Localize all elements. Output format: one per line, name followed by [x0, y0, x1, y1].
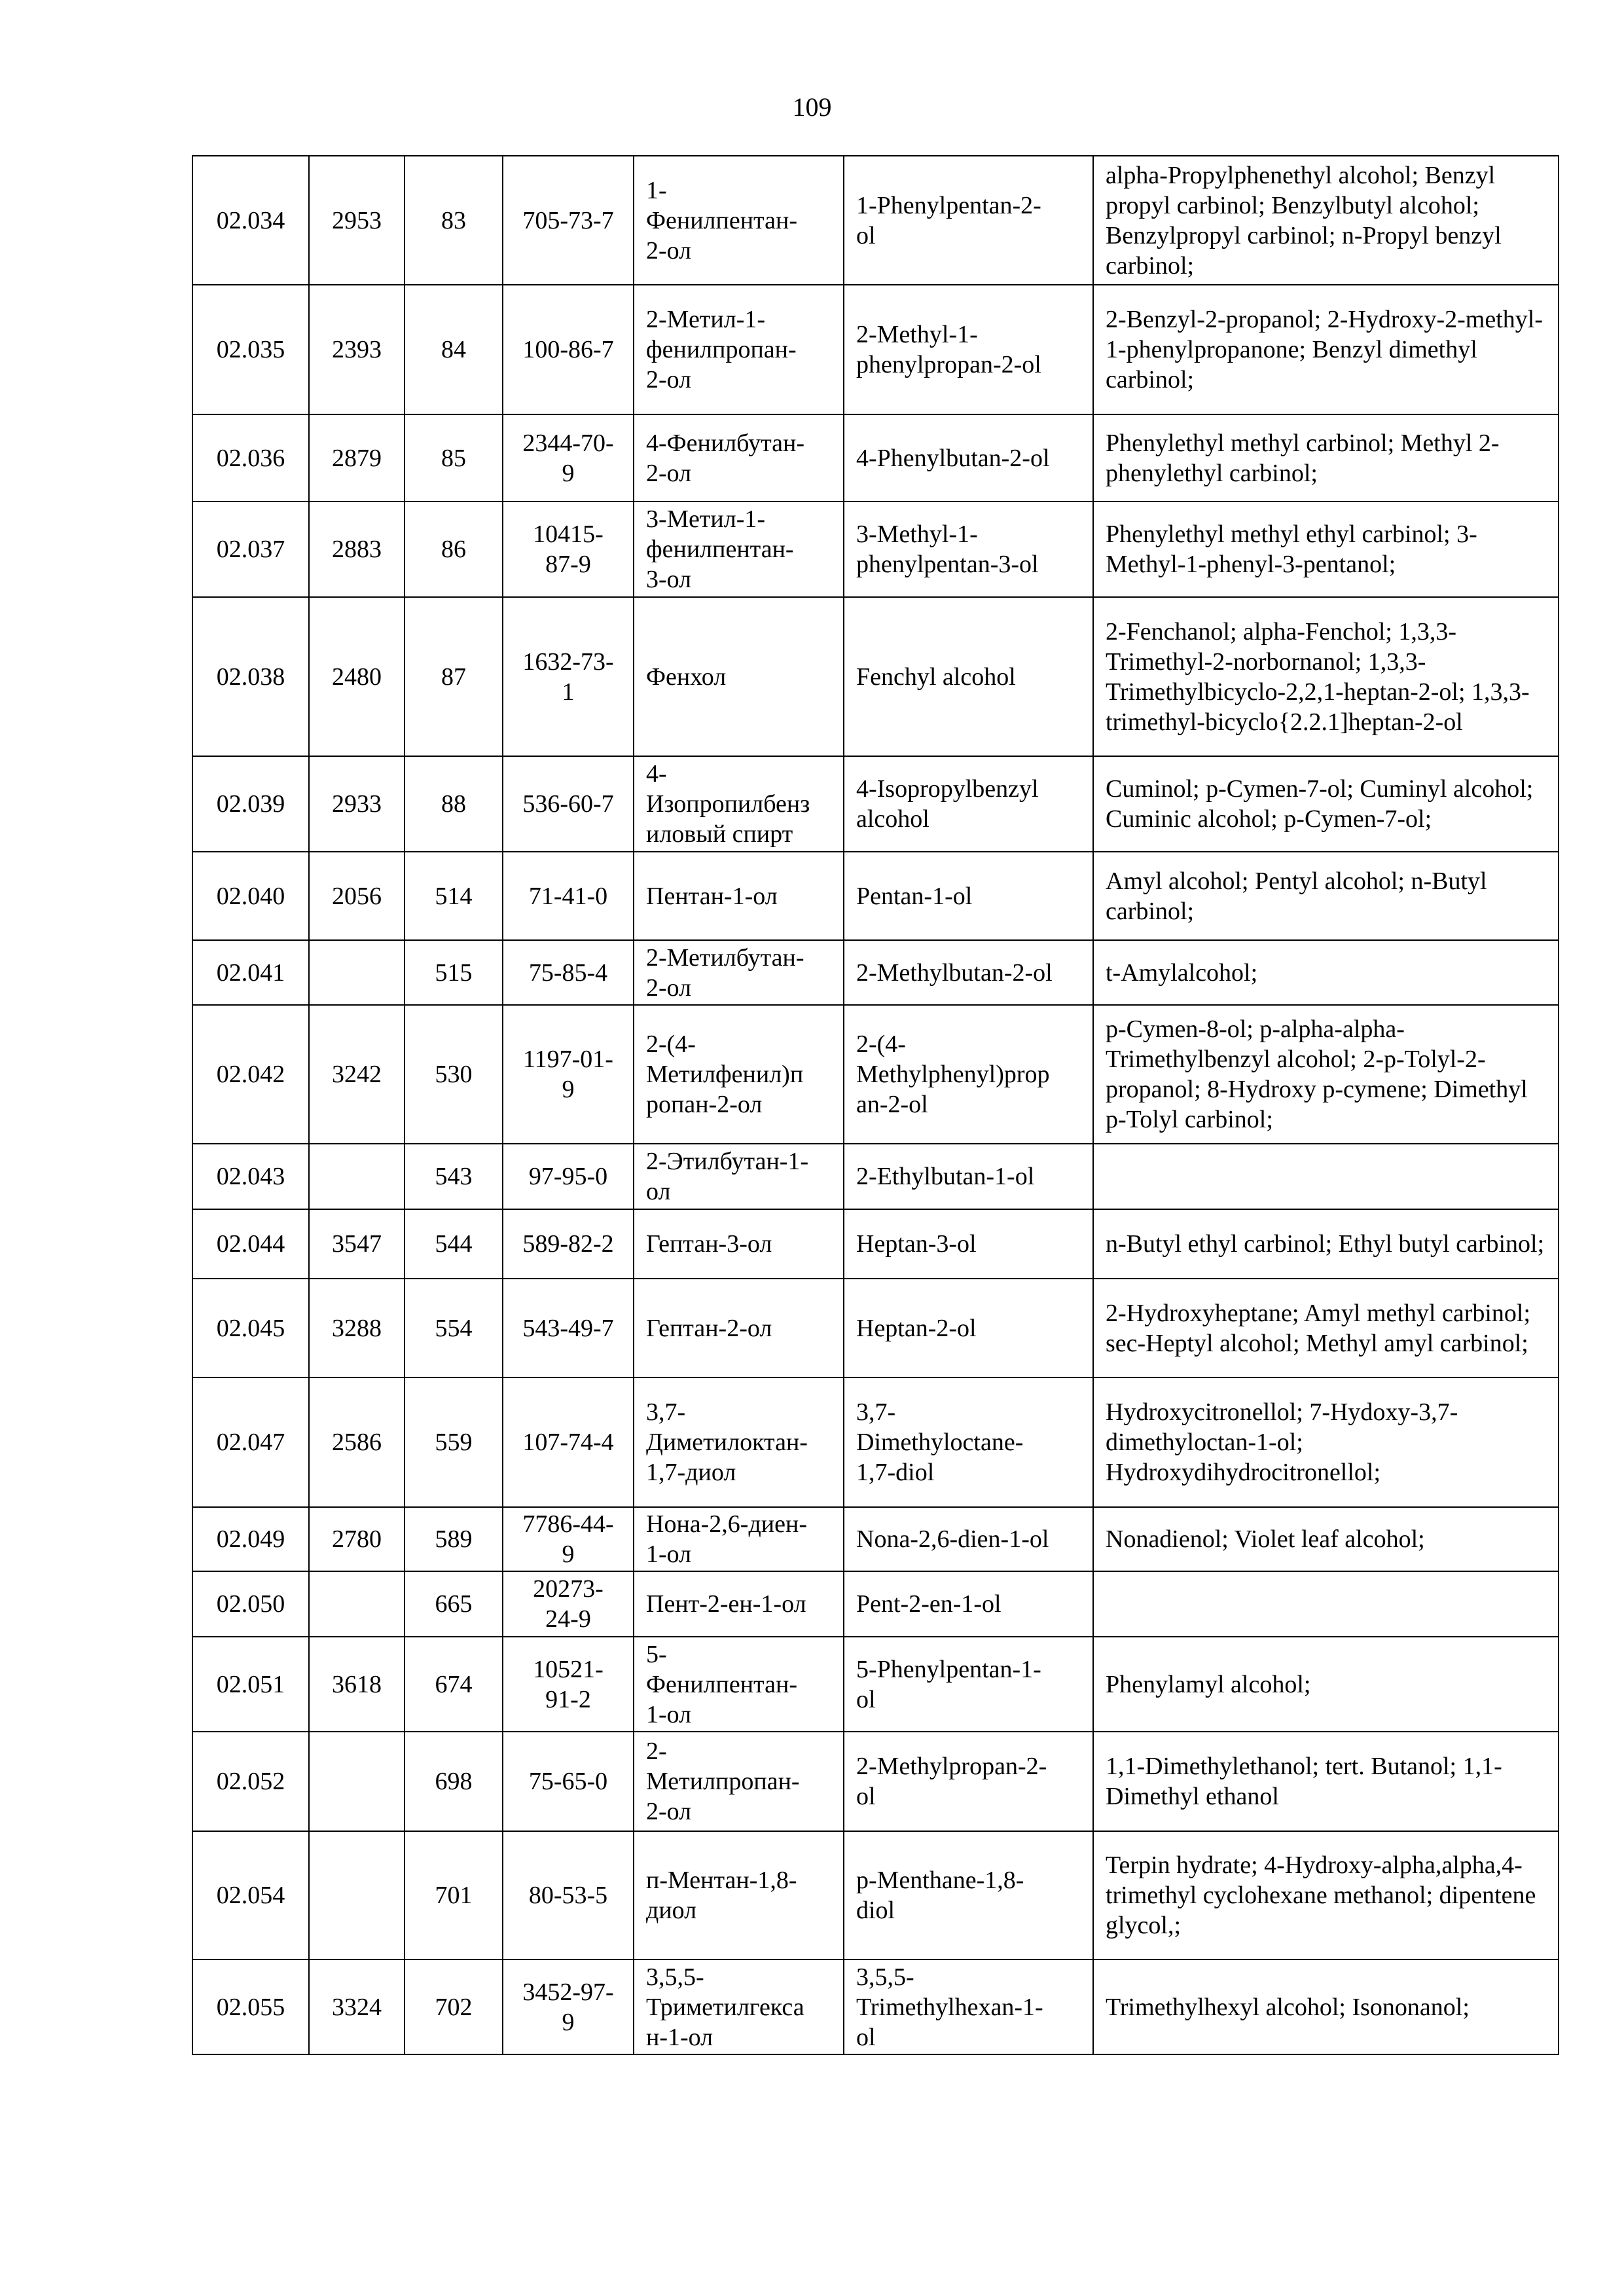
cell-name-ru: 2- Метилпропан- 2-ол [634, 1732, 844, 1831]
cell-name-ru: 3,7- Диметилоктан- 1,7-диол [634, 1377, 844, 1507]
table-row [192, 1831, 1559, 1959]
cell-code: 02.039 [192, 756, 309, 852]
cell-name-ru: 1- Фенилпентан- 2-ол [634, 156, 844, 285]
cell-name-ru: 2-Метил-1- фенилпропан- 2-ол [634, 285, 844, 414]
cell-name-ru: Пентан-1-ол [634, 852, 844, 940]
cell-name-en: 4-Phenylbutan-2-ol [844, 414, 1093, 501]
cell-number-1 [309, 1144, 405, 1209]
cell-name-en: 5-Phenylpentan-1- ol [844, 1637, 1093, 1732]
cell-cas: 705-73-7 [503, 156, 634, 285]
cell-code: 02.034 [192, 156, 309, 285]
cell-cas: 97-95-0 [503, 1144, 634, 1209]
cell-name-en: 2-Methylbutan-2-ol [844, 940, 1093, 1005]
cell-number-1 [309, 1732, 405, 1831]
cell-synonyms: 2-Fenchanol; alpha-Fenchol; 1,3,3-Trimethyl-2-norbornanol; 1,3,3-Trimethylbicyclo-2,2,1-heptan-2-ol; 1,3,3-trimethyl-bicyclo{2.2.1]heptan-2-ol [1093, 597, 1559, 756]
cell-cas: 71-41-0 [503, 852, 634, 940]
cell-synonyms: Terpin hydrate; 4-Hydroxy-alpha,alpha,4-trimethyl cyclohexane methanol; dipentene glycol,; [1093, 1831, 1559, 1959]
cell-number-2: 701 [405, 1831, 503, 1959]
substances-table [192, 155, 1559, 2055]
cell-cas: 1197-01- 9 [503, 1005, 634, 1144]
table-row [192, 285, 1559, 414]
cell-number-2: 530 [405, 1005, 503, 1144]
cell-number-2: 674 [405, 1637, 503, 1732]
table-row [192, 1279, 1559, 1377]
cell-cas: 107-74-4 [503, 1377, 634, 1507]
cell-name-ru: Нона-2,6-диен- 1-ол [634, 1507, 844, 1571]
table-row [192, 414, 1559, 501]
table-row [192, 1637, 1559, 1732]
cell-name-ru: п-Ментан-1,8- диол [634, 1831, 844, 1959]
cell-cas: 10415- 87-9 [503, 501, 634, 597]
cell-code: 02.054 [192, 1831, 309, 1959]
cell-code: 02.036 [192, 414, 309, 501]
cell-number-2: 702 [405, 1959, 503, 2054]
cell-name-ru: Гептан-2-ол [634, 1279, 844, 1377]
cell-name-en: 2-Methyl-1- phenylpropan-2-ol [844, 285, 1093, 414]
cell-number-2: 698 [405, 1732, 503, 1831]
table-row [192, 756, 1559, 852]
cell-number-2: 86 [405, 501, 503, 597]
cell-name-en: 2-Methylpropan-2- ol [844, 1732, 1093, 1831]
cell-name-ru: 2-(4- Метилфенил)п ропан-2-ол [634, 1005, 844, 1144]
cell-name-ru: Пент-2-ен-1-ол [634, 1571, 844, 1637]
cell-number-2: 88 [405, 756, 503, 852]
cell-name-en: Heptan-2-ol [844, 1279, 1093, 1377]
cell-synonyms: Phenylethyl methyl carbinol; Methyl 2-phenylethyl carbinol; [1093, 414, 1559, 501]
cell-code: 02.044 [192, 1209, 309, 1279]
table-row [192, 1209, 1559, 1279]
cell-synonyms: Phenylamyl alcohol; [1093, 1637, 1559, 1732]
cell-number-1: 2953 [309, 156, 405, 285]
cell-synonyms: 2-Hydroxyheptane; Amyl methyl carbinol; sec-Heptyl alcohol; Methyl amyl carbinol; [1093, 1279, 1559, 1377]
cell-synonyms: t-Amylalcohol; [1093, 940, 1559, 1005]
table-row [192, 1005, 1559, 1144]
cell-synonyms [1093, 1144, 1559, 1209]
cell-cas: 536-60-7 [503, 756, 634, 852]
cell-synonyms: alpha-Propylphenethyl alcohol; Benzyl propyl carbinol; Benzylbutyl alcohol; Benzylpropyl carbinol; n-Propyl benzyl carbinol; [1093, 156, 1559, 285]
table-row [192, 501, 1559, 597]
cell-cas: 20273- 24-9 [503, 1571, 634, 1637]
cell-number-1 [309, 1831, 405, 1959]
cell-synonyms: Amyl alcohol; Pentyl alcohol; n-Butyl carbinol; [1093, 852, 1559, 940]
cell-number-2: 85 [405, 414, 503, 501]
cell-code: 02.049 [192, 1507, 309, 1571]
cell-code: 02.050 [192, 1571, 309, 1637]
table-row [192, 1732, 1559, 1831]
cell-number-2: 87 [405, 597, 503, 756]
cell-code: 02.038 [192, 597, 309, 756]
cell-code: 02.041 [192, 940, 309, 1005]
table-body [192, 156, 1559, 2054]
cell-number-1: 2933 [309, 756, 405, 852]
cell-cas: 80-53-5 [503, 1831, 634, 1959]
cell-number-2: 514 [405, 852, 503, 940]
cell-synonyms: Cuminol; p-Cymen-7-ol; Cuminyl alcohol; Cuminic alcohol; p-Cymen-7-ol; [1093, 756, 1559, 852]
cell-number-1: 3618 [309, 1637, 405, 1732]
cell-synonyms: 2-Benzyl-2-propanol; 2-Hydroxy-2-methyl-1-phenylpropanone; Benzyl dimethyl carbinol; [1093, 285, 1559, 414]
table-row [192, 597, 1559, 756]
cell-name-ru: Гептан-3-ол [634, 1209, 844, 1279]
cell-name-en: 3,5,5- Trimethylhexan-1- ol [844, 1959, 1093, 2054]
cell-name-en: Nona-2,6-dien-1-ol [844, 1507, 1093, 1571]
cell-cas: 3452-97- 9 [503, 1959, 634, 2054]
cell-number-1: 3324 [309, 1959, 405, 2054]
cell-cas: 100-86-7 [503, 285, 634, 414]
cell-cas: 2344-70- 9 [503, 414, 634, 501]
cell-name-en: 2-(4- Methylphenyl)prop an-2-ol [844, 1005, 1093, 1144]
cell-cas: 589-82-2 [503, 1209, 634, 1279]
page-number: 109 [792, 92, 832, 122]
cell-number-2: 84 [405, 285, 503, 414]
cell-number-2: 665 [405, 1571, 503, 1637]
cell-cas: 75-85-4 [503, 940, 634, 1005]
cell-number-1: 2883 [309, 501, 405, 597]
cell-name-en: 3,7- Dimethyloctane- 1,7-diol [844, 1377, 1093, 1507]
cell-code: 02.040 [192, 852, 309, 940]
cell-synonyms [1093, 1571, 1559, 1637]
table-row [192, 156, 1559, 285]
cell-number-2: 559 [405, 1377, 503, 1507]
cell-cas: 10521- 91-2 [503, 1637, 634, 1732]
cell-name-en: Heptan-3-ol [844, 1209, 1093, 1279]
cell-number-1: 3242 [309, 1005, 405, 1144]
cell-number-1: 2879 [309, 414, 405, 501]
cell-cas: 543-49-7 [503, 1279, 634, 1377]
cell-synonyms: Trimethylhexyl alcohol; Isononanol; [1093, 1959, 1559, 2054]
cell-name-en: Pent-2-en-1-ol [844, 1571, 1093, 1637]
cell-cas: 7786-44- 9 [503, 1507, 634, 1571]
table-row [192, 1959, 1559, 2054]
cell-number-2: 554 [405, 1279, 503, 1377]
table-row [192, 1144, 1559, 1209]
cell-number-1: 2480 [309, 597, 405, 756]
table-row [192, 852, 1559, 940]
cell-name-en: 2-Ethylbutan-1-ol [844, 1144, 1093, 1209]
cell-name-ru: 5- Фенилпентан- 1-ол [634, 1637, 844, 1732]
table-row [192, 940, 1559, 1005]
cell-number-2: 543 [405, 1144, 503, 1209]
table-row [192, 1571, 1559, 1637]
cell-cas: 1632-73- 1 [503, 597, 634, 756]
cell-synonyms: n-Butyl ethyl carbinol; Ethyl butyl carbinol; [1093, 1209, 1559, 1279]
cell-number-1 [309, 940, 405, 1005]
cell-name-en: 1-Phenylpentan-2- ol [844, 156, 1093, 285]
cell-number-1: 2056 [309, 852, 405, 940]
cell-code: 02.037 [192, 501, 309, 597]
cell-number-1 [309, 1571, 405, 1637]
cell-name-en: Fenchyl alcohol [844, 597, 1093, 756]
cell-code: 02.051 [192, 1637, 309, 1732]
cell-number-1: 2393 [309, 285, 405, 414]
cell-name-ru: 2-Метилбутан- 2-ол [634, 940, 844, 1005]
cell-name-ru: 3-Метил-1- фенилпентан- 3-ол [634, 501, 844, 597]
cell-code: 02.045 [192, 1279, 309, 1377]
cell-code: 02.055 [192, 1959, 309, 2054]
cell-number-2: 589 [405, 1507, 503, 1571]
cell-synonyms: Hydroxycitronellol; 7-Hydoxy-3,7-dimethyloctan-1-ol; Hydroxydihydrocitronellol; [1093, 1377, 1559, 1507]
cell-name-ru: 4- Изопропилбенз иловый спирт [634, 756, 844, 852]
cell-code: 02.035 [192, 285, 309, 414]
cell-name-en: p-Menthane-1,8- diol [844, 1831, 1093, 1959]
cell-number-1: 2586 [309, 1377, 405, 1507]
cell-synonyms: Nonadienol; Violet leaf alcohol; [1093, 1507, 1559, 1571]
cell-synonyms: 1,1-Dimethylethanol; tert. Butanol; 1,1-Dimethyl ethanol [1093, 1732, 1559, 1831]
cell-synonyms: Phenylethyl methyl ethyl carbinol; 3-Methyl-1-phenyl-3-pentanol; [1093, 501, 1559, 597]
cell-number-1: 3288 [309, 1279, 405, 1377]
cell-synonyms: p-Cymen-8-ol; p-alpha-alpha-Trimethylbenzyl alcohol; 2-p-Tolyl-2-propanol; 8-Hydroxy p-cymene; Dimethyl p-Tolyl carbinol; [1093, 1005, 1559, 1144]
cell-name-en: Pentan-1-ol [844, 852, 1093, 940]
cell-name-ru: 2-Этилбутан-1- ол [634, 1144, 844, 1209]
cell-code: 02.042 [192, 1005, 309, 1144]
cell-name-en: 4-Isopropylbenzyl alcohol [844, 756, 1093, 852]
cell-name-en: 3-Methyl-1- phenylpentan-3-ol [844, 501, 1093, 597]
cell-name-ru: Фенхол [634, 597, 844, 756]
cell-code: 02.052 [192, 1732, 309, 1831]
table-row [192, 1377, 1559, 1507]
cell-number-1: 2780 [309, 1507, 405, 1571]
cell-name-ru: 4-Фенилбутан- 2-ол [634, 414, 844, 501]
cell-number-1: 3547 [309, 1209, 405, 1279]
cell-number-2: 544 [405, 1209, 503, 1279]
cell-name-ru: 3,5,5- Триметилгекса н-1-ол [634, 1959, 844, 2054]
cell-cas: 75-65-0 [503, 1732, 634, 1831]
cell-number-2: 83 [405, 156, 503, 285]
cell-code: 02.043 [192, 1144, 309, 1209]
table-row [192, 1507, 1559, 1571]
cell-number-2: 515 [405, 940, 503, 1005]
cell-code: 02.047 [192, 1377, 309, 1507]
